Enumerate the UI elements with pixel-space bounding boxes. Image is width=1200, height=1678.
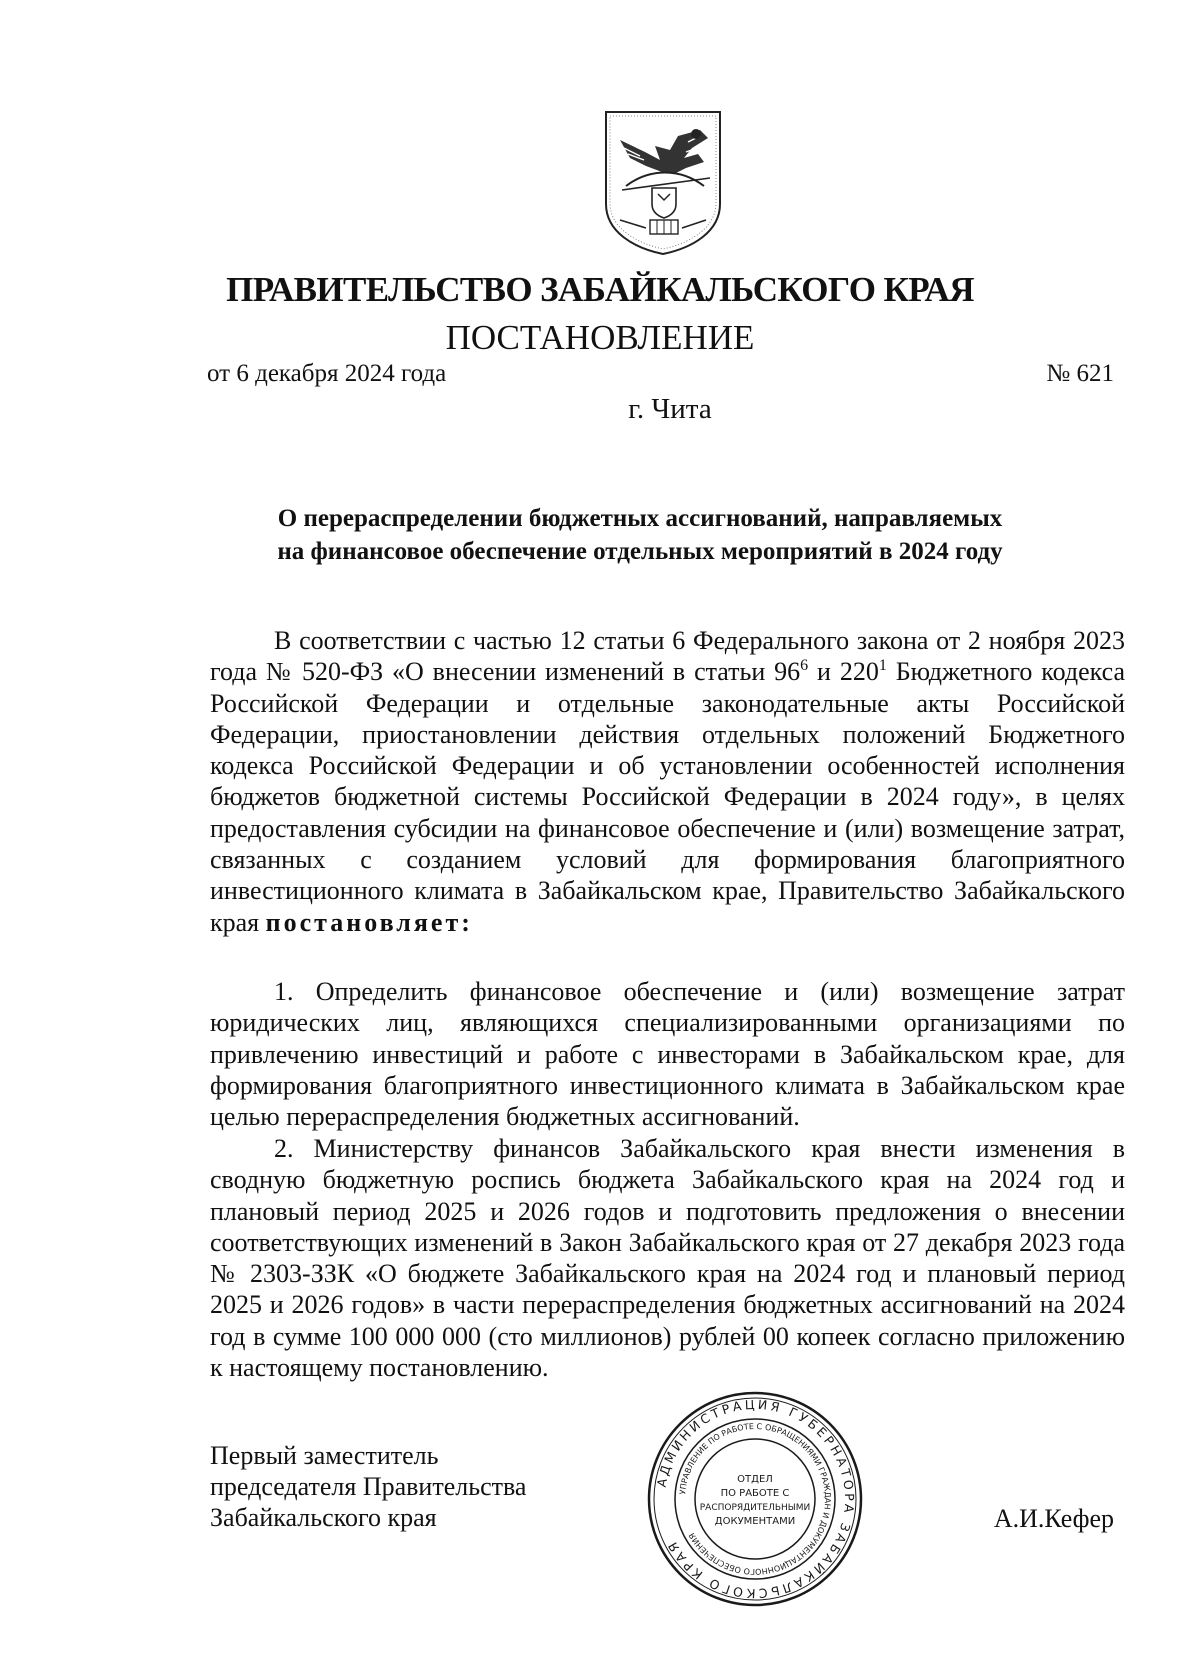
organization-title: ПРАВИТЕЛЬСТВО ЗАБАЙКАЛЬСКОГО КРАЯ xyxy=(226,270,974,309)
resolves-keyword: постановляет: xyxy=(265,907,473,937)
coat-of-arms-icon xyxy=(600,108,726,256)
preamble-sup-2: 1 xyxy=(878,657,887,675)
heading-line-2: на финансовое обеспечение отдельных мероприятий в 2024 году xyxy=(277,538,1003,565)
heading-line-1: О перераспределении бюджетных ассигнований, направляемых xyxy=(277,505,1003,532)
signer-position-line-3: Забайкальского края xyxy=(210,1503,437,1532)
signer-position-line-1: Первый заместитель xyxy=(210,1441,439,1470)
clause-1-text: 1. Определить финансовое обеспечение и (или) возмещение затрат юридических лиц, являющихся специализированными организациями по привлечению инвестиций и работе с инвесторами в Забайкальском крае, для формирования благоприятного инвестиционного климата в Забайкальском крае целью перераспределения бюджетных ассигнований. xyxy=(210,977,1125,1132)
seal-center-line-3: РАСПОРЯДИТЕЛЬНЫМИ xyxy=(699,1503,811,1513)
signer-position xyxy=(210,1440,526,1533)
preamble-text-b: и 220 xyxy=(808,657,879,687)
signer-name: А.И.Кефер xyxy=(993,1504,1114,1533)
clause-2-text: 2. Министерству финансов Забайкальского края внести изменения в сводную бюджетную роспись бюджета Забайкальского края на 2024 год и плановый период 2025 и 2026 годов и подготовить предложения о внесении соответствующих изменений в Закон Забайкальского края от 27 декабря 2023 года № 2303-ЗЗК «О бюджете Забайкальского края на 2024 год и плановый период 2025 и 2026 годов» в части перераспределения бюджетных ассигнований на 2024 год в сумме 100 000 000 (сто миллионов) рублей 00 копеек согласно приложению к настоящему постановлению. xyxy=(210,1134,1125,1383)
seal-outer-text: АДМИНИСТРАЦИЯ ГУБЕРНАТОРА ЗАБАЙКАЛЬСКОГО КРАЯ xyxy=(653,1396,858,1602)
seal-inner-ring-text: УПРАВЛЕНИЕ ПО РАБОТЕ С ОБРАЩЕНИЯМИ ГРАЖДАН И ДОКУМЕНТАЦИОННОГО ОБЕСПЕЧЕНИЯ xyxy=(678,1421,833,1577)
preamble-sup-1: 6 xyxy=(800,657,809,675)
document-type: ПОСТАНОВЛЕНИЕ xyxy=(445,318,755,357)
preamble-text-a: В соответствии с частью 12 статьи 6 Федерального закона от 2 ноября 2023 года № 520-ФЗ «О внесении изменений в статьи 96 xyxy=(210,626,1125,687)
preamble-text-c: Бюджетного кодекса Российской Федерации и отдельные законодательные акты Российской Федерации, приостановлении действия отдельных положений Бюджетного кодекса Российской Федерации и об установлении особенностей исполнения бюджетов бюджетной системы Российской Федерации в 2024 году», в целях предоставления субсидии на финансовое обеспечение и (или) возмещение затрат, связанных с созданием условий для формирования благоприятного инвестиционного климата в Забайкальском крае, Правительство Забайкальского края xyxy=(210,657,1125,937)
seal-center-line-2: ПО РАБОТЕ С xyxy=(720,1488,790,1499)
official-seal-icon xyxy=(646,1390,864,1608)
seal-center-line-4: ДОКУМЕНТАМИ xyxy=(714,1516,796,1527)
document-date: от 6 декабря 2024 года xyxy=(207,360,447,387)
document-city: г. Чита xyxy=(628,393,712,425)
document-number: № 621 xyxy=(1046,360,1114,387)
clause-2 xyxy=(210,1133,1125,1383)
signer-position-line-2: председателя Правительства xyxy=(210,1472,527,1501)
preamble-paragraph xyxy=(210,625,1125,938)
seal-center-line-1: ОТДЕЛ xyxy=(737,1474,773,1485)
clause-1 xyxy=(210,976,1125,1132)
document-heading xyxy=(210,502,1070,568)
